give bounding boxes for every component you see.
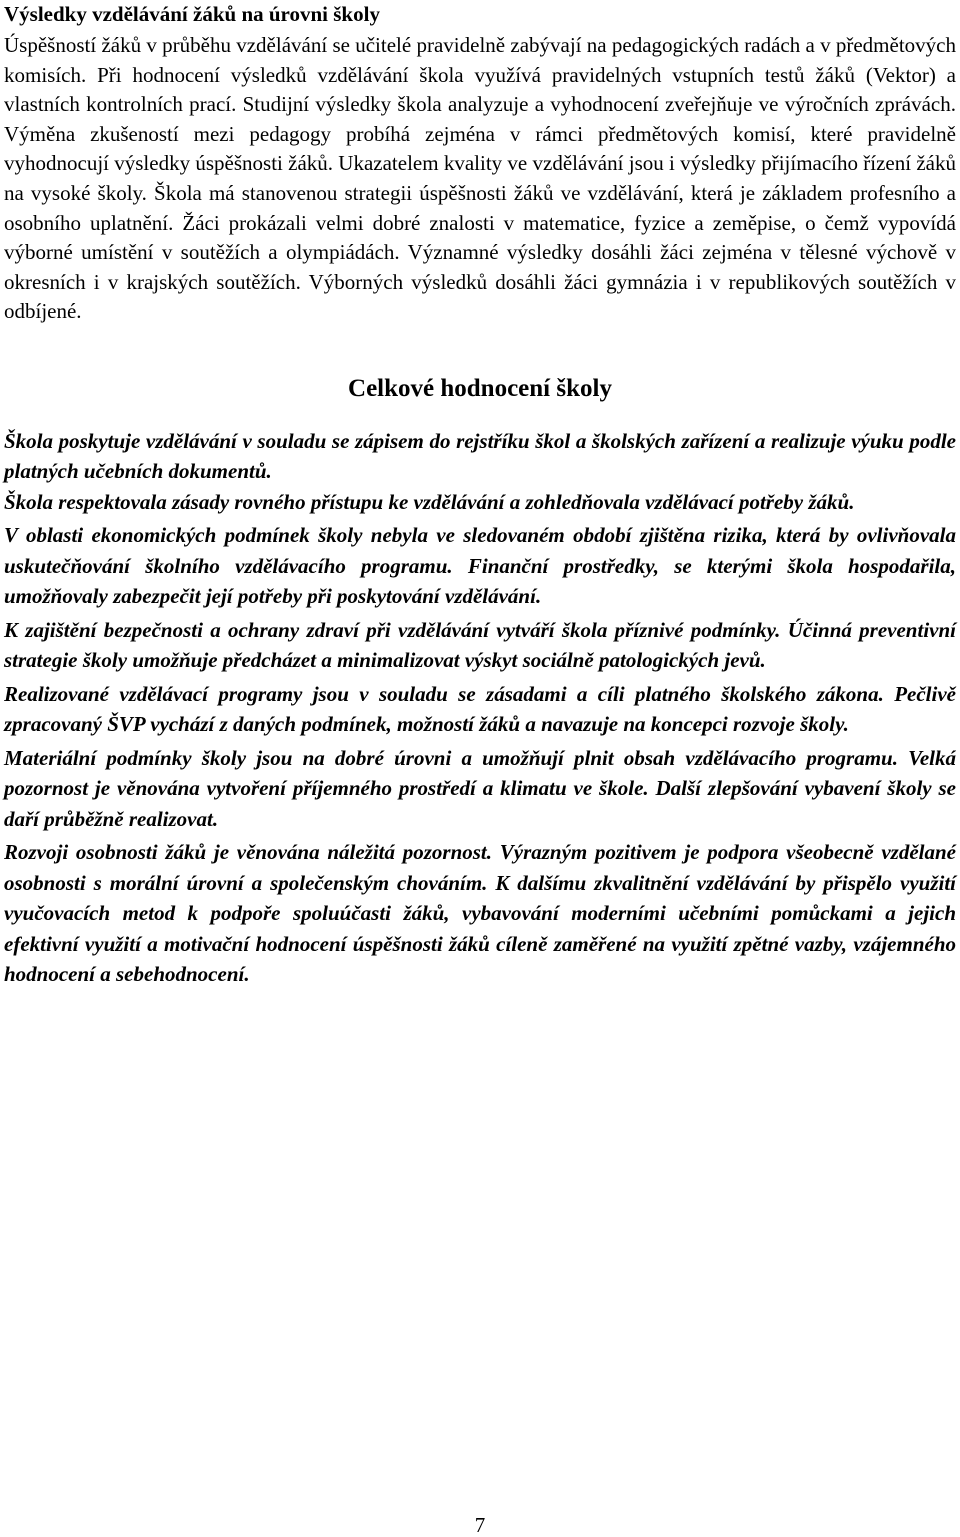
evaluation-paragraph: V oblasti ekonomických podmínek školy nebyla ve sledovaném období zjištěna rizika, která by ovlivňovala uskutečňování školního vzdělávacího programu. Finanční prostředky, se kterými škola hospodařila, umožňovaly zabezpečit její potřeby při poskytování vzdělávání.: [4, 523, 956, 609]
page-number: 7: [474, 1513, 486, 1537]
evaluation-paragraph: Rozvoji osobnosti žáků je věnována náležitá pozornost. Výrazným pozitivem je podpora všeobecně vzdělané osobnosti s morální úrovní a společenským chováním. K dalšímu zkvalitnění vzdělávání by přispělo využití vyučovacích metod k podpoře spoluúčasti žáků, vybavování moderními učebními pomůckami a jejich efektivní využití a motivační hodnocení úspěšnosti žáků cíleně zaměřené na využití zpětné vazby, vzájemného hodnocení a sebehodnocení.: [4, 840, 956, 987]
overall-evaluation-heading: Celkové hodnocení školy: [348, 374, 612, 402]
evaluation-paragraph: K zajištění bezpečnosti a ochrany zdraví při vzdělávání vytváří škola příznivé podmínky. Účinná preventivní strategie školy umožňuje předcházet a minimalizovat výskyt sociálně patologických jevů.: [4, 617, 956, 673]
results-paragraph: Úspěšností žáků v průběhu vzdělávání se učitelé pravidelně zabývají na pedagogických radách a v předmětových komisích. Při hodnocení výsledků vzdělávání škola využívá pravidelných vstupních testů žáků (Vektor) a vlastních kontrolních prací. Studijní výsledky škola analyzuje a vyhodnocení zveřejňuje ve výročních zprávách. Výměna zkušeností mezi pedagogy probíhá zejména v rámci předmětových komisí, které pravidelně vyhodnocují výsledky úspěšnosti žáků. Ukazatelem kvality ve vzdělávání jsou i výsledky přijímacího řízení žáků na vysoké školy. Škola má stanovenou strategii úspěšnosti žáků ve vzdělávání, která je základem profesního a osobního uplatnění. Žáci prokázali velmi dobré znalosti v matematice, fyzice a zeměpise, o čemž vypovídá výborné umístění v soutěžích a olympiádách. Významné výsledky dosáhli žáci zejména v tělesné výchově v okresních i v krajských soutěžích. Výborných výsledků dosáhli žáci gymnázia i v republikových soutěžích v odbíjené.: [4, 33, 956, 324]
evaluation-paragraph: Škola poskytuje vzdělávání v souladu se zápisem do rejstříku škol a školských zařízení a realizuje výuku podle platných učebních dokumentů.: [4, 428, 956, 484]
section-heading-results: Výsledky vzdělávání žáků na úrovni školy: [4, 2, 380, 26]
document-page: [4, 0, 956, 990]
evaluation-paragraph: Škola respektovala zásady rovného přístupu ke vzdělávání a zohledňovala vzdělávací potřeby žáků.: [4, 489, 855, 514]
overall-evaluation-body: [4, 426, 956, 990]
evaluation-paragraph: Realizované vzdělávací programy jsou v souladu se zásadami a cíli platného školského zákona. Pečlivě zpracovaný ŠVP vychází z daných podmínek, možností žáků a navazuje na koncepci rozvoje školy.: [4, 681, 956, 737]
evaluation-paragraph: Materiální podmínky školy jsou na dobré úrovni a umožňují plnit obsah vzdělávacího programu. Velká pozornost je věnována vytvoření příjemného prostředí a klimatu ve škole. Další zlepšování vybavení školy se daří průběžně realizovat.: [4, 745, 956, 831]
